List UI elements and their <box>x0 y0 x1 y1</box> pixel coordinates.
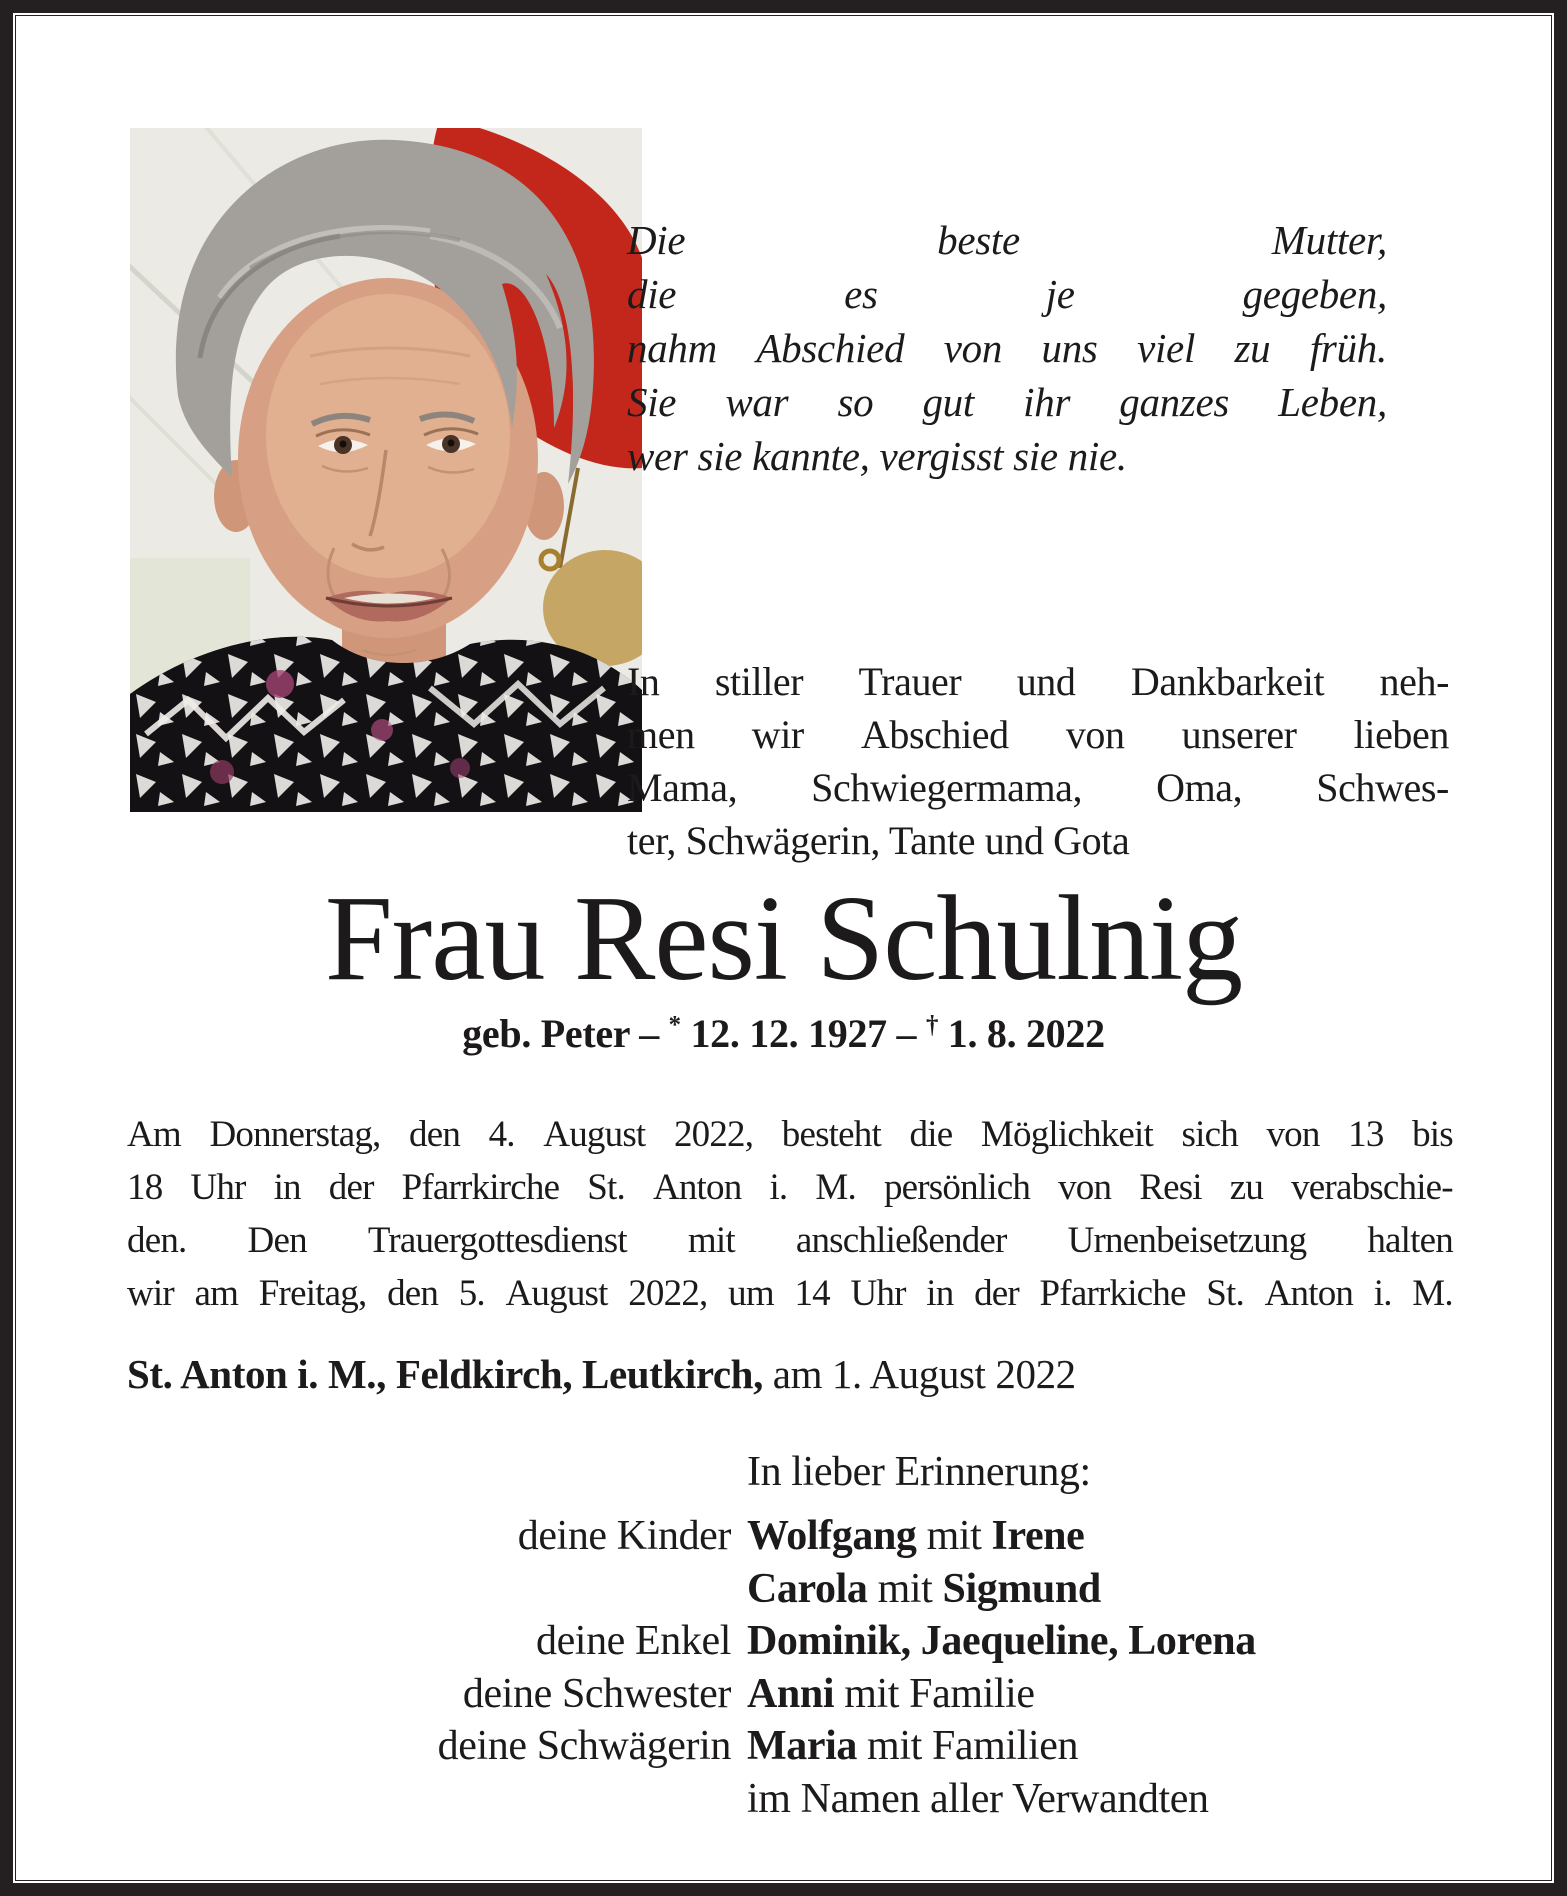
places-date-line: St. Anton i. M., Feldkirch, Leutkirch, am 1. August 2022 <box>127 1351 1076 1397</box>
relation-label <box>127 1773 731 1826</box>
remembrance-rows <box>127 1510 1457 1825</box>
remembrance-row <box>127 1773 1457 1826</box>
remembrance-row <box>127 1615 1457 1668</box>
remembrance-row <box>127 1720 1457 1773</box>
relative-names: im Namen aller Verwandten <box>747 1775 1209 1822</box>
remembrance-row <box>127 1563 1457 1616</box>
relation-label <box>127 1563 731 1616</box>
funeral-announcement-paragraph: Am Donnerstag, den 4. August 2022, besteht die Möglichkeit sich von 13 bis 18 Uhr in der Pfarrkirche St. Anton i. M. persönlich von Resi zu verabschie- den. Den Trauergottesdienst mit anschließender Urnenbeisetzung halten wir am Freitag, den 5. August 2022, um 14 Uhr in der Pfarrkiche St. Anton i. M. <box>127 1114 1453 1314</box>
relation-label: deine Schwägerin <box>437 1723 731 1769</box>
birth-death-line: geb. Peter – * 12. 12. 1927 – † 1. 8. 2022 <box>462 1011 1105 1056</box>
memorial-verse: Die beste Mutter, die es je gegeben, nahm Abschied von uns viel zu früh. Sie war so gut ihr ganzes Leben, wer sie kannte, vergisst sie nie. <box>627 217 1387 479</box>
portrait-photo-graphic <box>130 128 642 812</box>
remembrance-row <box>127 1510 1457 1563</box>
relative-names: Wolfgang mit Irene <box>747 1513 1085 1559</box>
remembrance-row <box>127 1668 1457 1721</box>
relation-label: deine Enkel <box>535 1618 731 1664</box>
relative-names: Dominik, Jaequeline, Lorena <box>747 1618 1256 1664</box>
deceased-name: Frau Resi Schulnig <box>324 871 1243 1006</box>
portrait-photo <box>130 128 642 812</box>
relative-names: Anni mit Familie <box>747 1670 1035 1717</box>
relative-names: Carola mit Sigmund <box>747 1565 1101 1612</box>
mourning-intro-paragraph: In stiller Trauer und Dankbarkeit neh- men wir Abschied von unserer lieben Mama, Schwiegermama, Oma, Schwes- ter, Schwägerin, Tante und Gota <box>627 659 1449 863</box>
relation-label: deine Kinder <box>517 1513 731 1559</box>
remembrance-heading: In lieber Erinnerung: <box>747 1449 1091 1495</box>
relation-label: deine Schwester <box>462 1670 731 1717</box>
relative-names: Maria mit Familien <box>747 1723 1079 1769</box>
